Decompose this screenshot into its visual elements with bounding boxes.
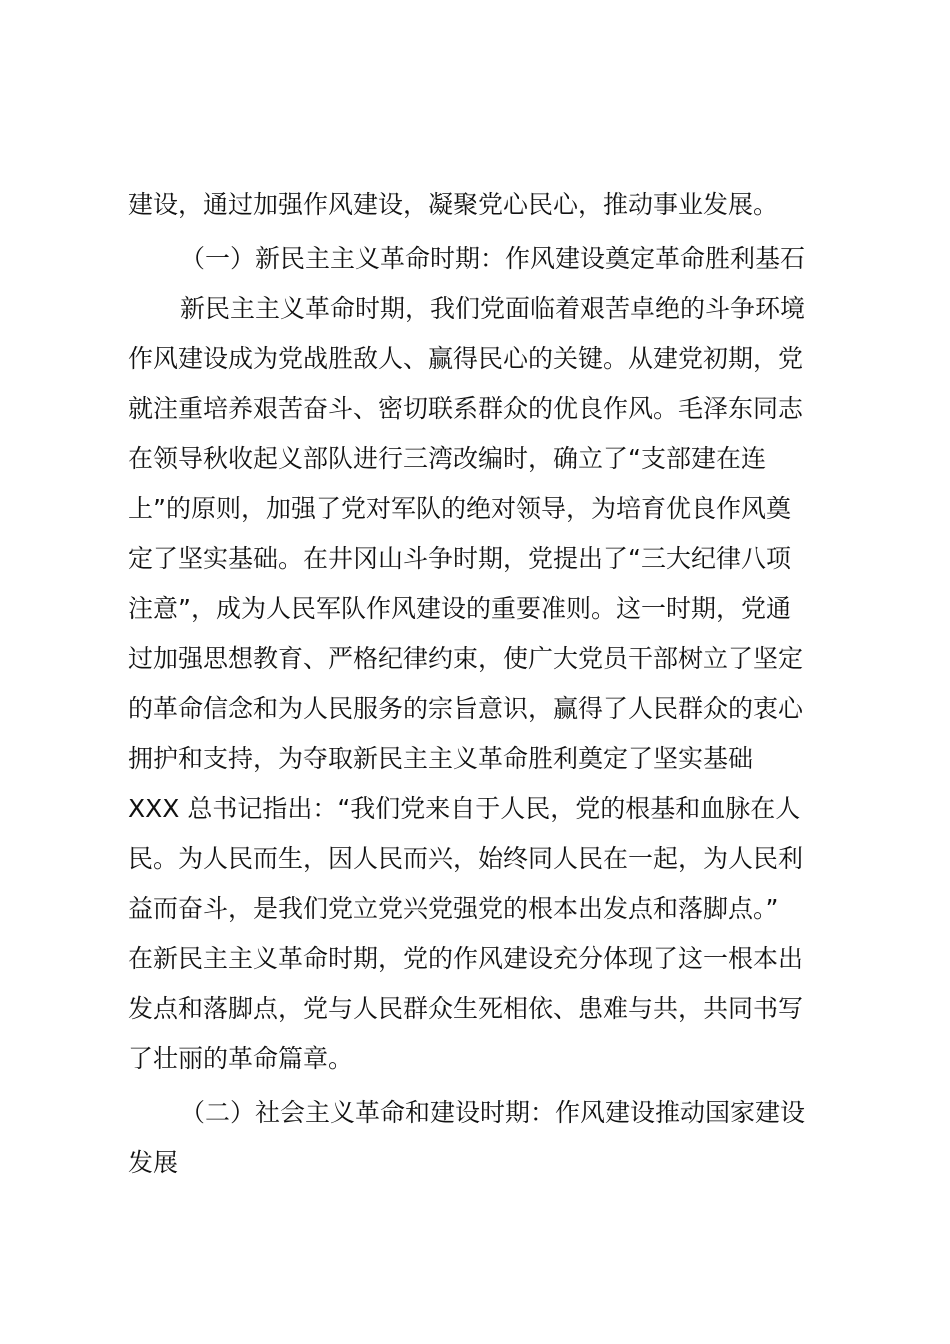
section-heading-1: （一）新民主主义革命时期：作风建设奠定革命胜利基石 (180, 244, 806, 273)
paragraph-line: 新民主主义革命时期，我们党面临着艰苦卓绝的斗争环境 (180, 294, 806, 323)
paragraph-line: 作风建设成为党战胜敌人、赢得民心的关键。从建党初期，党 (128, 344, 804, 373)
paragraph-line: 在新民主主义革命时期，党的作风建设充分体现了这一根本出 (128, 944, 804, 973)
document-body (128, 180, 833, 1188)
paragraph-line: 就注重培养艰苦奋斗、密切联系群众的优良作风。毛泽东同志 (128, 394, 804, 423)
paragraph-line: 注意”，成为人民军队作风建设的重要准则。这一时期，党通 (128, 594, 791, 623)
paragraph-line: 发点和落脚点，党与人民群众生死相依、患难与共，共同书写 (128, 994, 804, 1023)
paragraph-line: 定了坚实基础。在井冈山斗争时期，党提出了“三大纪律八项 (128, 544, 791, 573)
paragraph-line: 在领导秋收起义部队进行三湾改编时，确立了“支部建在连 (128, 444, 766, 473)
paragraph-line: 过加强思想教育、严格纪律约束，使广大党员干部树立了坚定 (128, 644, 804, 673)
paragraph-line: 的革命信念和为人民服务的宗旨意识，赢得了人民群众的衷心 (128, 694, 804, 723)
paragraph-line: 拥护和支持，为夺取新民主主义革命胜利奠定了坚实基础 (128, 744, 754, 773)
body-line: 建设，通过加强作风建设，凝聚党心民心，推动事业发展。 (128, 190, 779, 219)
section-heading-2-continued: 发展 (128, 1148, 179, 1177)
paragraph-line: 民。为人民而生，因人民而兴，始终同人民在一起，为人民利 (128, 844, 804, 873)
paragraph-line: 益而奋斗，是我们党立党兴党强党的根本出发点和落脚点。” (128, 894, 779, 923)
paragraph-line: XXX 总书记指出：“我们党来自于人民，党的根基和血脉在人 (128, 794, 801, 823)
paragraph-line: 上”的原则，加强了党对军队的绝对领导，为培育优良作风奠 (128, 494, 791, 523)
section-heading-2: （二）社会主义革命和建设时期：作风建设推动国家建设 (180, 1098, 806, 1127)
paragraph-line: 了壮丽的革命篇章。 (128, 1044, 354, 1073)
